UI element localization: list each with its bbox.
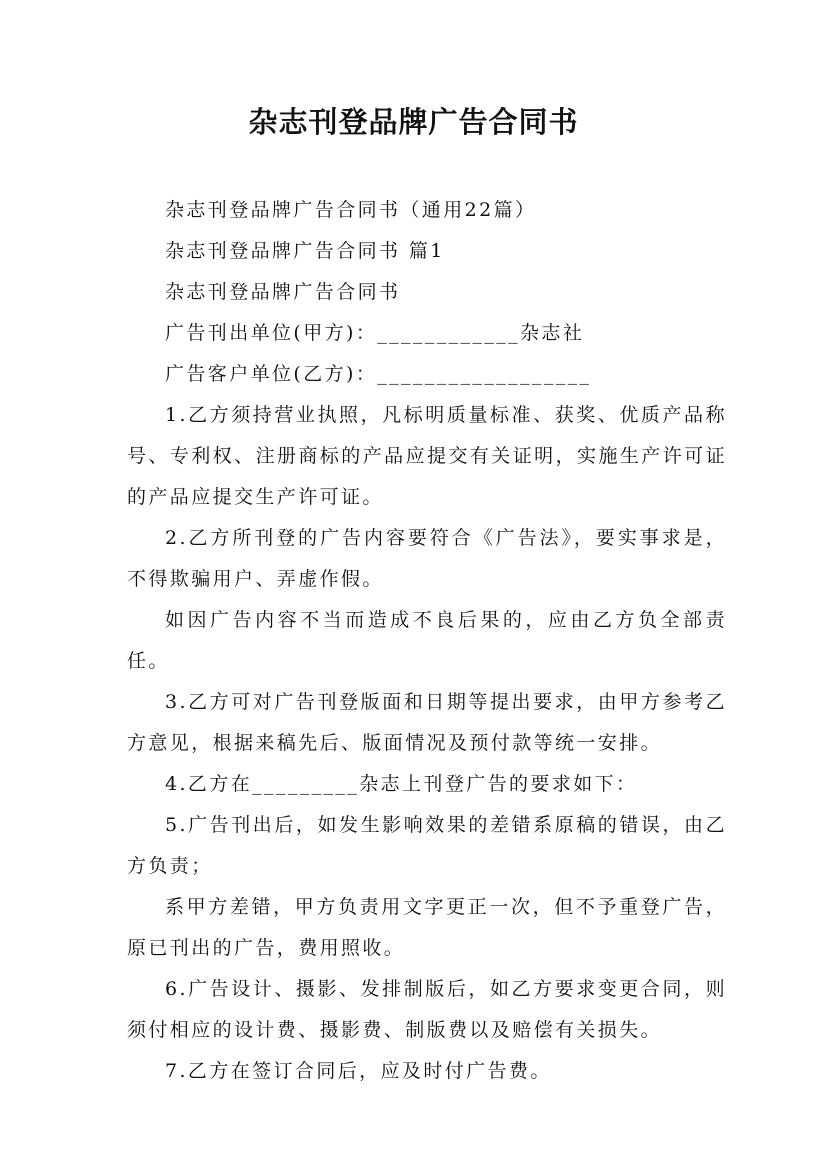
paragraph-clause-3: 3.乙方可对广告刊登版面和日期等提出要求，由甲方参考乙方意见，根据来稿先后、版面情况及预付款等统一安排。: [127, 691, 727, 754]
paragraph-clause-7: 7.乙方在签订合同后，应及时付广告费。: [165, 1060, 552, 1082]
paragraph-section-heading: 杂志刊登品牌广告合同书 篇1: [165, 240, 445, 262]
paragraph-subtitle: 杂志刊登品牌广告合同书（通用22篇）: [165, 199, 537, 221]
paragraph-clause-2-note: 如因广告内容不当而造成不良后果的，应由乙方负全部责任。: [127, 609, 727, 672]
paragraph-clause-6: 6.广告设计、摄影、发排制版后，如乙方要求变更合同，则须付相应的设计费、摄影费、制版费以及赔偿有关损失。: [127, 978, 727, 1041]
document-title: 杂志刊登品牌广告合同书: [248, 105, 579, 139]
paragraph-party-b: 广告客户单位(乙方)：__________________: [165, 363, 592, 385]
paragraph-clause-2: 2.乙方所刊登的广告内容要符合《广告法》，要实事求是，不得欺骗用户、弄虚作假。: [127, 527, 727, 590]
paragraph-contract-name: 杂志刊登品牌广告合同书: [165, 281, 401, 303]
paragraph-clause-5: 5.广告刊出后，如发生影响效果的差错系原稿的错误，由乙方负责；: [127, 814, 727, 877]
paragraph-clause-4: 4.乙方在_________杂志上刊登广告的要求如下：: [165, 773, 638, 795]
document-body: [127, 190, 727, 1092]
paragraph-clause-5-note: 系甲方差错，甲方负责用文字更正一次，但不予重登广告，原已刊出的广告，费用照收。: [127, 896, 727, 959]
paragraph-clause-1: 1.乙方须持营业执照，凡标明质量标准、获奖、优质产品称号、专利权、注册商标的产品应提交有关证明，实施生产许可证的产品应提交生产许可证。: [127, 404, 727, 508]
paragraph-party-a: 广告刊出单位(甲方)：____________杂志社: [165, 322, 585, 344]
